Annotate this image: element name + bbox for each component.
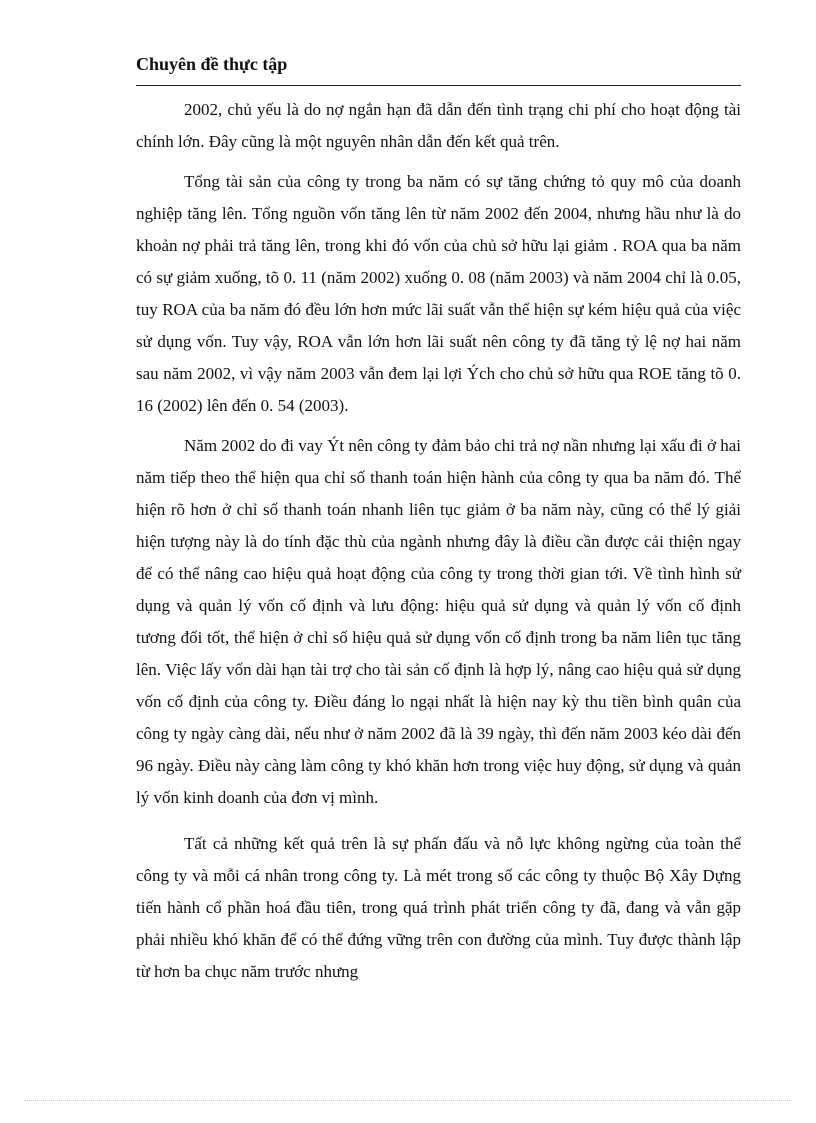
header-title: Chuyên đề thực tập [136, 54, 288, 74]
page-bottom-divider [24, 1100, 792, 1101]
paragraph-4: Tất cả những kết quả trên là sự phấn đấu và nỗ lực không ngừng của toàn thể công ty và mỗi cá nhân trong công ty. Là mét trong số các công ty thuộc Bộ Xây Dựng tiến hành cổ phần hoá đầu tiên, trong quá trình phát triển công ty đã, đang và vẫn gặp phải nhiều khó khăn để có thể đứng vững trên con đường của mình. Tuy được thành lập từ hơn ba chục năm trước nhưng [136, 834, 741, 981]
document-body [136, 94, 741, 996]
header-divider [136, 85, 741, 86]
paragraph-2: Tổng tài sản của công ty trong ba năm có sự tăng chứng tỏ quy mô của doanh nghiệp tăng lên. Tổng nguồn vốn tăng lên từ năm 2002 đến 2004, nhưng hầu như là do khoản nợ phải trả tăng lên, trong khi đó vốn của chủ sở hữu lại giảm . ROA qua ba năm có sự giảm xuống, tõ 0. 11 (năm 2002) xuống 0. 08 (năm 2003) và năm 2004 chỉ là 0.05, tuy ROA của ba năm đó đều lớn hơn mức lãi suất vẫn thể hiện sự kém hiệu quả của việc sử dụng vốn. Tuy vậy, ROA vẫn lớn hơn lãi suất nên công ty đã tăng tỷ lệ nợ hai năm sau năm 2002, vì vậy năm 2003 vẫn đem lại lợi Ých cho chủ sở hữu qua ROE tăng tõ 0. 16 (2002) lên đến 0. 54 (2003). [136, 172, 741, 415]
paragraph-3: Năm 2002 do đi vay Ýt nên công ty đảm bảo chi trả nợ nần nhưng lại xấu đi ở hai năm tiếp theo thể hiện qua chỉ số thanh toán hiện hành của công ty qua ba năm đó. Thể hiện rõ hơn ở chỉ số thanh toán nhanh liên tục giảm ở ba năm này, cũng có thể lý giải hiện tượng này là do tính đặc thù của ngành nhưng đây là điều cần được cải thiện ngay để có thể nâng cao hiệu quả hoạt động của công ty trong thời gian tới. Về tình hình sử dụng và quản lý vốn cố định và lưu động: hiệu quả sử dụng và quản lý vốn cố định tương đối tốt, thể hiện ở chỉ số hiệu quả sử dụng vốn cố định trong ba năm liên tục tăng lên. Việc lấy vốn dài hạn tài trợ cho tài sản cố định là hợp lý, nâng cao hiệu quả sử dụng vốn cố định của công ty. Điều đáng lo ngại nhất là hiện nay kỳ thu tiền bình quân của công ty ngày càng dài, nếu như ở năm 2002 đã là 39 ngày, thì đến năm 2003 kéo dài đến 96 ngày. Điều này càng làm công ty khó khăn hơn trong việc huy động, sử dụng và quản lý vốn kinh doanh của đơn vị mình. [136, 436, 741, 807]
page-header [136, 52, 741, 76]
paragraph-1: 2002, chủ yếu là do nợ ngắn hạn đã dẫn đến tình trạng chi phí cho hoạt động tài chính lớn. Đây cũng là một nguyên nhân dẫn đến kết quả trên. [136, 100, 741, 151]
